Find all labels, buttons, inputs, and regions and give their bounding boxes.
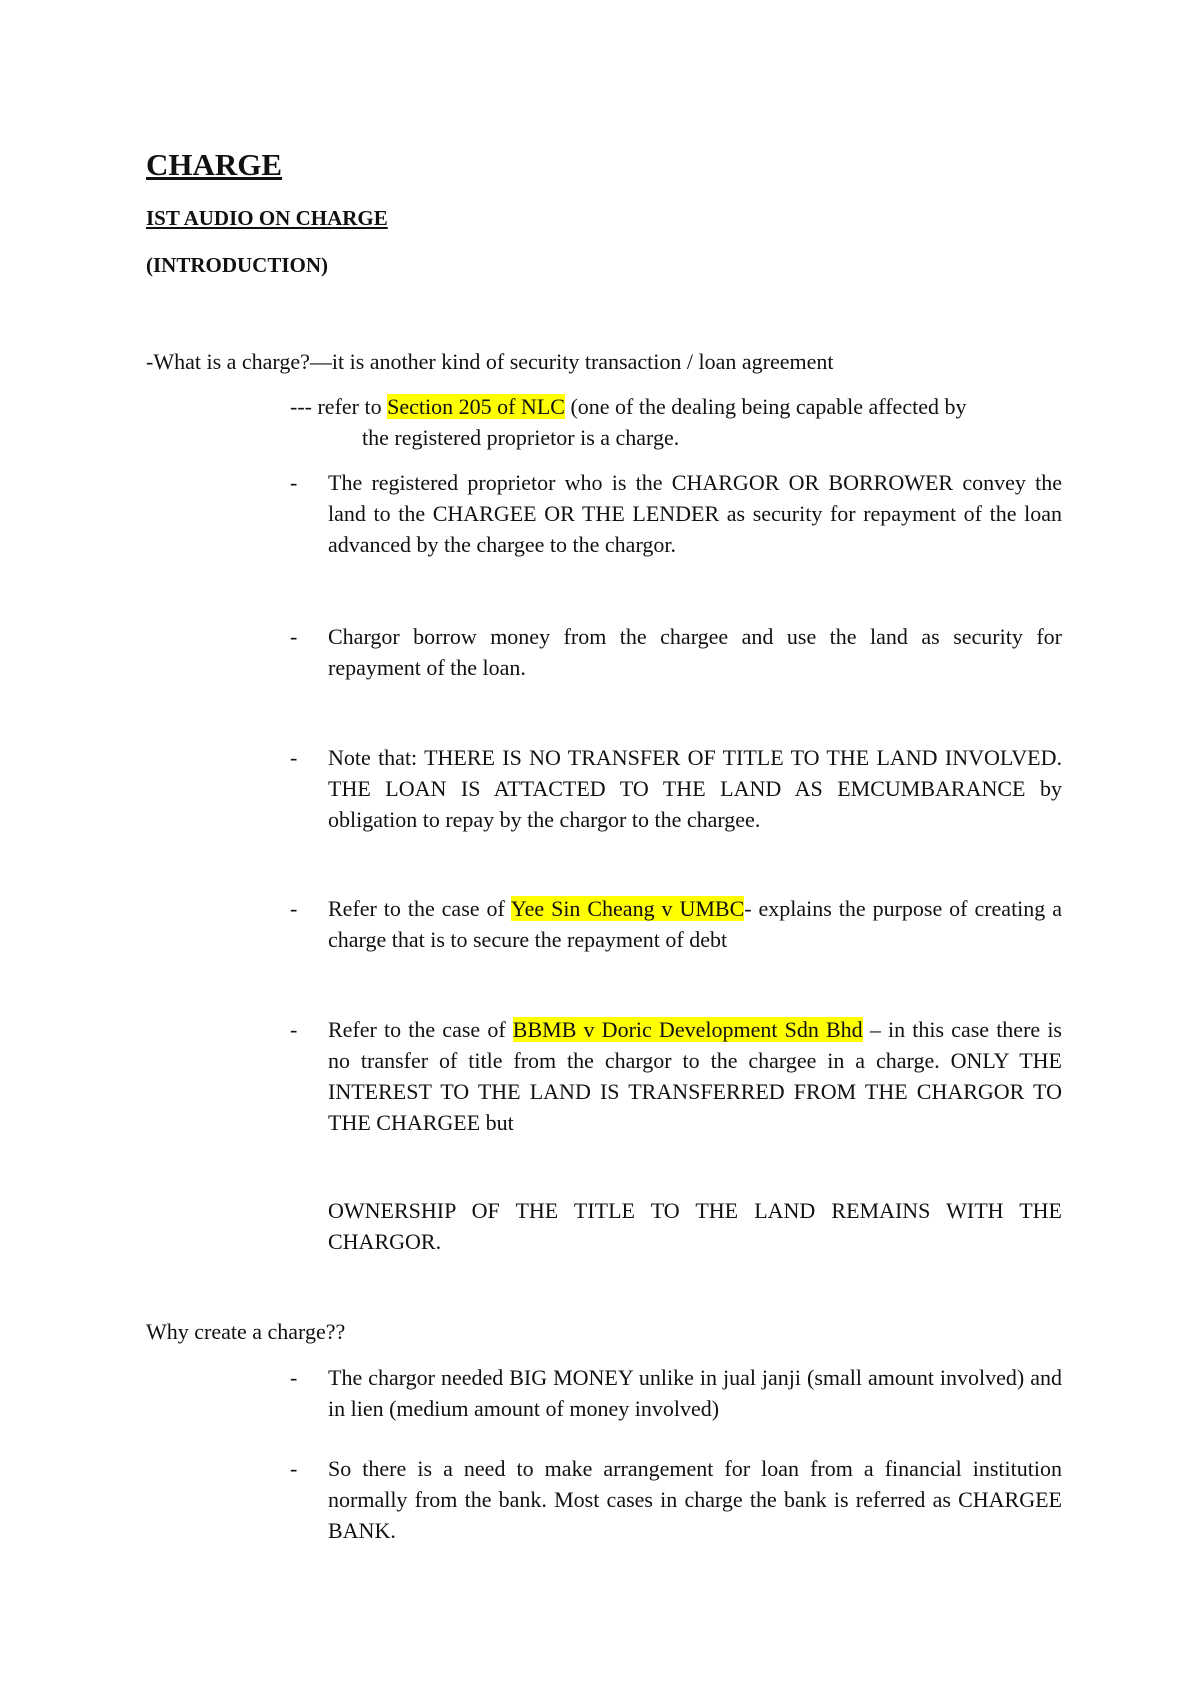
ownership-text: OWNERSHIP OF THE TITLE TO THE LAND REMAINS WITH THE CHARGOR. [328,1198,1062,1254]
bullet-text: So there is a need to make arrangement for loan from a financial institution normally from the bank. Most cases in charge the bank is referred as CHARGEE BANK. [328,1456,1062,1543]
case-name-highlight: Yee Sin Cheang v UMBC [510,896,745,921]
case-item [290,1014,1062,1138]
why-heading: Why create a charge?? [146,1319,346,1344]
bullet-dash: - [290,1456,298,1481]
section-reference-highlight: Section 205 of NLC [387,394,565,419]
case-suffix: – in this case there is no transfer of title from the chargor to the chargee in a charge. ONLY THE INTEREST TO THE LAND IS TRANSFERRED FROM THE CHARGOR TO THE CHARGEE but [328,1017,1062,1135]
reference-suffix: (one of the dealing being capable affected by [564,394,967,419]
list-item [290,621,1062,683]
case-suffix: - explains the purpose of creating a charge that is to secure the repayment of debt [328,896,1063,952]
intro-heading: (INTRODUCTION) [146,253,329,277]
bullet-dash: - [290,1017,298,1042]
bullet-dash: - [290,896,298,921]
subtitle-heading: IST AUDIO ON CHARGE [146,206,388,230]
reference-prefix: --- refer to [290,394,388,419]
list-item [290,1453,1062,1546]
bullet-dash: - [290,470,298,495]
document-title: CHARGE [146,147,283,182]
case-item [290,893,1062,955]
reference-line [290,391,1062,453]
ownership-paragraph [290,1195,1062,1257]
question-line: -What is a charge?—it is another kind of security transaction / loan agreement [146,349,834,374]
reference-continuation: the registered proprietor is a charge. [362,425,680,450]
bullet-text: The registered proprietor who is the CHARGOR OR BORROWER convey the land to the CHARGEE OR THE LENDER as security for repayment of the loan advanced by the chargee to the chargor. [328,470,1062,557]
bullet-text: Chargor borrow money from the chargee and use the land as security for repayment of the loan. [328,624,1062,680]
case-prefix: Refer to the case of [328,1017,513,1042]
list-item [290,1362,1062,1424]
list-item [290,742,1062,835]
case-text [328,893,1062,955]
case-text [328,1014,1062,1138]
case-name-highlight: BBMB v Doric Development Sdn Bhd [512,1017,863,1042]
bullet-dash: - [290,745,298,770]
bullet-text: Note that: THERE IS NO TRANSFER OF TITLE TO THE LAND INVOLVED. THE LOAN IS ATTACTED TO THE LAND AS EMCUMBARANCE by obligation to repay by the chargor to the chargee. [328,745,1062,832]
reference-first-line [290,391,1062,422]
list-item [290,467,1062,560]
bullet-dash: - [290,1365,298,1390]
bullet-text: The chargor needed BIG MONEY unlike in jual janji (small amount involved) and in lien (medium amount of money involved) [328,1365,1062,1421]
bullet-dash: - [290,624,298,649]
case-prefix: Refer to the case of [328,896,511,921]
